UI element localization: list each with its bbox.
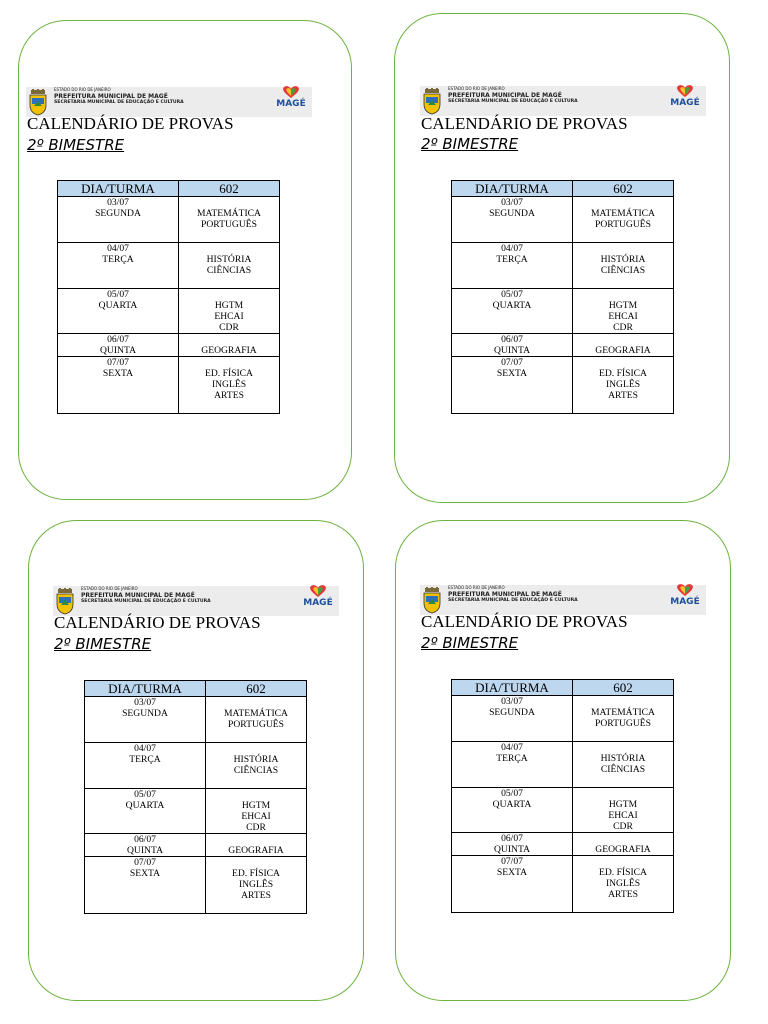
day-cell <box>58 334 179 357</box>
col-header-day: DIA/TURMA <box>85 681 206 697</box>
subject-label: ED. FÍSICA <box>599 368 647 379</box>
subjects-cell <box>179 334 280 357</box>
table-row <box>452 788 674 833</box>
date-label: 03/07 <box>501 696 523 707</box>
prefecture-label: PREFEITURA MUNICIPAL DE MAGÉ <box>448 591 562 598</box>
subject-label: CIÊNCIAS <box>600 764 646 775</box>
day-cell <box>58 357 179 414</box>
page-title: CALENDÁRIO DE PROVAS <box>421 612 628 631</box>
date-label: 05/07 <box>134 789 156 800</box>
subjects-cell <box>179 289 280 334</box>
bimester-subtitle: 2º BIMESTRE <box>27 136 125 154</box>
day-cell <box>85 697 206 743</box>
date-label: 07/07 <box>501 357 523 368</box>
subjects-cell <box>206 789 307 834</box>
subject-label: ARTES <box>608 889 638 900</box>
prefecture-header <box>420 585 706 615</box>
secretariat-label: SECRETARIA MUNICIPAL DE EDUCAÇÃO E CULTURA <box>81 599 211 604</box>
col-header-class: 602 <box>573 181 674 197</box>
state-label: ESTADO DO RIO DE JANEIRO <box>81 586 138 591</box>
subject-label: PORTUGUÊS <box>595 219 651 230</box>
subjects-cell <box>206 834 307 857</box>
weekday-label: QUARTA <box>492 300 532 311</box>
prefecture-header <box>53 586 339 616</box>
date-label: 04/07 <box>501 243 523 254</box>
day-cell <box>452 334 573 357</box>
subject-label: CIÊNCIAS <box>600 265 646 276</box>
city-crest-icon <box>28 89 48 116</box>
mage-logo-icon <box>666 583 704 615</box>
weekday-label: QUINTA <box>494 844 530 855</box>
subject-label: EHCAI <box>608 810 638 821</box>
day-cell <box>452 696 573 742</box>
day-cell <box>452 289 573 334</box>
subject-label: HISTÓRIA <box>600 254 646 265</box>
table-row <box>58 243 280 289</box>
subject-label: HISTÓRIA <box>233 754 279 765</box>
table-row <box>452 243 674 289</box>
subjects-cell <box>573 334 674 357</box>
date-label: 03/07 <box>501 197 523 208</box>
day-cell <box>85 743 206 789</box>
subjects-cell <box>573 357 674 414</box>
day-cell <box>58 197 179 243</box>
state-label: ESTADO DO RIO DE JANEIRO <box>54 87 111 92</box>
table-row <box>85 834 307 857</box>
city-crest-icon <box>422 587 442 614</box>
date-label: 04/07 <box>501 742 523 753</box>
mage-logo-icon <box>299 584 337 616</box>
page-title: CALENDÁRIO DE PROVAS <box>421 114 628 133</box>
subject-label: EHCAI <box>214 311 244 322</box>
subject-label: INGLÊS <box>211 379 247 390</box>
state-label: ESTADO DO RIO DE JANEIRO <box>448 585 505 590</box>
secretariat-label: SECRETARIA MUNICIPAL DE EDUCAÇÃO E CULTURA <box>448 99 578 104</box>
date-label: 05/07 <box>501 289 523 300</box>
date-label: 07/07 <box>107 357 129 368</box>
subject-label: CIÊNCIAS <box>206 265 252 276</box>
subjects-cell <box>573 856 674 913</box>
subjects-cell <box>573 243 674 289</box>
subject-label: CIÊNCIAS <box>233 765 279 776</box>
table-header-row <box>58 181 280 197</box>
subject-label: HGTM <box>608 799 638 810</box>
subjects-cell <box>573 833 674 856</box>
day-cell <box>85 789 206 834</box>
date-label: 03/07 <box>134 697 156 708</box>
col-header-day: DIA/TURMA <box>58 181 179 197</box>
subject-label: ARTES <box>214 390 244 401</box>
subject-label: INGLÊS <box>238 879 274 890</box>
day-cell <box>58 243 179 289</box>
subject-label: MATEMÁTICA <box>591 707 655 718</box>
mage-logo-icon <box>272 85 310 117</box>
col-header-class: 602 <box>179 181 280 197</box>
page-title: CALENDÁRIO DE PROVAS <box>27 114 234 133</box>
mage-logo-text: MAGÉ <box>670 597 700 607</box>
date-label: 04/07 <box>134 743 156 754</box>
subjects-cell <box>573 742 674 788</box>
subject-label: HGTM <box>214 300 244 311</box>
subject-label: GEOGRAFIA <box>228 845 284 856</box>
subject-label: INGLÊS <box>605 379 641 390</box>
subject-label: ARTES <box>241 890 271 901</box>
subject-label: HGTM <box>241 800 271 811</box>
table-row <box>452 289 674 334</box>
exam-schedule-table <box>451 180 674 414</box>
date-label: 05/07 <box>501 788 523 799</box>
city-crest-icon <box>55 588 75 615</box>
weekday-label: QUARTA <box>492 799 532 810</box>
day-cell <box>452 243 573 289</box>
state-label: ESTADO DO RIO DE JANEIRO <box>448 86 505 91</box>
col-header-class: 602 <box>206 681 307 697</box>
subjects-cell <box>573 696 674 742</box>
subject-label: ED. FÍSICA <box>232 868 280 879</box>
weekday-label: TERÇA <box>496 753 528 764</box>
col-header-class: 602 <box>573 680 674 696</box>
subject-label: CDR <box>613 322 633 333</box>
date-label: 06/07 <box>134 834 156 845</box>
subject-label: CDR <box>219 322 239 333</box>
subject-label: ARTES <box>608 390 638 401</box>
table-row <box>452 833 674 856</box>
prefecture-header <box>420 86 706 116</box>
subject-label: HISTÓRIA <box>600 753 646 764</box>
subject-label: HISTÓRIA <box>206 254 252 265</box>
table-row <box>85 789 307 834</box>
table-row <box>452 856 674 913</box>
prefecture-label: PREFEITURA MUNICIPAL DE MAGÉ <box>54 93 168 100</box>
weekday-label: SEXTA <box>129 868 161 879</box>
weekday-label: SEGUNDA <box>489 707 535 718</box>
table-row <box>452 334 674 357</box>
col-header-day: DIA/TURMA <box>452 181 573 197</box>
exam-schedule-table <box>451 679 674 913</box>
bimester-subtitle: 2º BIMESTRE <box>421 135 519 153</box>
table-row <box>452 696 674 742</box>
table-row <box>452 197 674 243</box>
page-title: CALENDÁRIO DE PROVAS <box>54 613 261 632</box>
secretariat-label: SECRETARIA MUNICIPAL DE EDUCAÇÃO E CULTURA <box>448 598 578 603</box>
prefecture-label: PREFEITURA MUNICIPAL DE MAGÉ <box>448 92 562 99</box>
weekday-label: QUINTA <box>100 345 136 356</box>
bimester-subtitle: 2º BIMESTRE <box>54 635 152 653</box>
weekday-label: QUARTA <box>98 300 138 311</box>
subject-label: CDR <box>246 822 266 833</box>
date-label: 04/07 <box>107 243 129 254</box>
weekday-label: SEGUNDA <box>489 208 535 219</box>
subject-label: GEOGRAFIA <box>201 345 257 356</box>
day-cell <box>85 857 206 914</box>
weekday-label: TERÇA <box>102 254 134 265</box>
day-cell <box>58 289 179 334</box>
subjects-cell <box>573 197 674 243</box>
prefecture-header <box>26 87 312 117</box>
subject-label: GEOGRAFIA <box>595 844 651 855</box>
mage-logo-text: MAGÉ <box>276 99 306 109</box>
subject-label: CDR <box>613 821 633 832</box>
weekday-label: TERÇA <box>496 254 528 265</box>
subjects-cell <box>206 697 307 743</box>
subject-label: PORTUGUÊS <box>595 718 651 729</box>
table-row <box>58 289 280 334</box>
subject-label: EHCAI <box>241 811 271 822</box>
weekday-label: SEGUNDA <box>95 208 141 219</box>
weekday-label: QUINTA <box>127 845 163 856</box>
subject-label: MATEMÁTICA <box>197 208 261 219</box>
weekday-label: SEXTA <box>496 867 528 878</box>
subject-label: GEOGRAFIA <box>595 345 651 356</box>
subjects-cell <box>179 197 280 243</box>
subjects-cell <box>573 788 674 833</box>
subjects-cell <box>179 243 280 289</box>
subjects-cell <box>206 857 307 914</box>
table-row <box>452 357 674 414</box>
weekday-label: TERÇA <box>129 754 161 765</box>
exam-schedule-table <box>84 680 307 914</box>
secretariat-label: SECRETARIA MUNICIPAL DE EDUCAÇÃO E CULTURA <box>54 100 184 105</box>
day-cell <box>452 742 573 788</box>
city-crest-icon <box>422 88 442 115</box>
table-header-row <box>85 681 307 697</box>
table-row <box>85 743 307 789</box>
date-label: 05/07 <box>107 289 129 300</box>
day-cell <box>452 197 573 243</box>
subject-label: MATEMÁTICA <box>591 208 655 219</box>
col-header-day: DIA/TURMA <box>452 680 573 696</box>
table-row <box>85 697 307 743</box>
weekday-label: SEXTA <box>496 368 528 379</box>
day-cell <box>452 357 573 414</box>
date-label: 07/07 <box>501 856 523 867</box>
day-cell <box>452 833 573 856</box>
day-cell <box>452 788 573 833</box>
subjects-cell <box>179 357 280 414</box>
subject-label: EHCAI <box>608 311 638 322</box>
subjects-cell <box>573 289 674 334</box>
subject-label: INGLÊS <box>605 878 641 889</box>
bimester-subtitle: 2º BIMESTRE <box>421 634 519 652</box>
mage-logo-icon <box>666 84 704 116</box>
table-row <box>58 197 280 243</box>
mage-logo-text: MAGÉ <box>303 598 333 608</box>
subject-label: ED. FÍSICA <box>205 368 253 379</box>
weekday-label: SEXTA <box>102 368 134 379</box>
day-cell <box>85 834 206 857</box>
weekday-label: QUARTA <box>125 800 165 811</box>
exam-schedule-table <box>57 180 280 414</box>
table-header-row <box>452 680 674 696</box>
subject-label: HGTM <box>608 300 638 311</box>
date-label: 06/07 <box>501 833 523 844</box>
table-header-row <box>452 181 674 197</box>
table-row <box>58 334 280 357</box>
subject-label: PORTUGUÊS <box>228 719 284 730</box>
date-label: 07/07 <box>134 857 156 868</box>
date-label: 06/07 <box>107 334 129 345</box>
date-label: 06/07 <box>501 334 523 345</box>
table-row <box>58 357 280 414</box>
date-label: 03/07 <box>107 197 129 208</box>
mage-logo-text: MAGÉ <box>670 98 700 108</box>
table-row <box>85 857 307 914</box>
table-row <box>452 742 674 788</box>
weekday-label: QUINTA <box>494 345 530 356</box>
day-cell <box>452 856 573 913</box>
subject-label: ED. FÍSICA <box>599 867 647 878</box>
subject-label: MATEMÁTICA <box>224 708 288 719</box>
subject-label: PORTUGUÊS <box>201 219 257 230</box>
prefecture-label: PREFEITURA MUNICIPAL DE MAGÉ <box>81 592 195 599</box>
weekday-label: SEGUNDA <box>122 708 168 719</box>
subjects-cell <box>206 743 307 789</box>
